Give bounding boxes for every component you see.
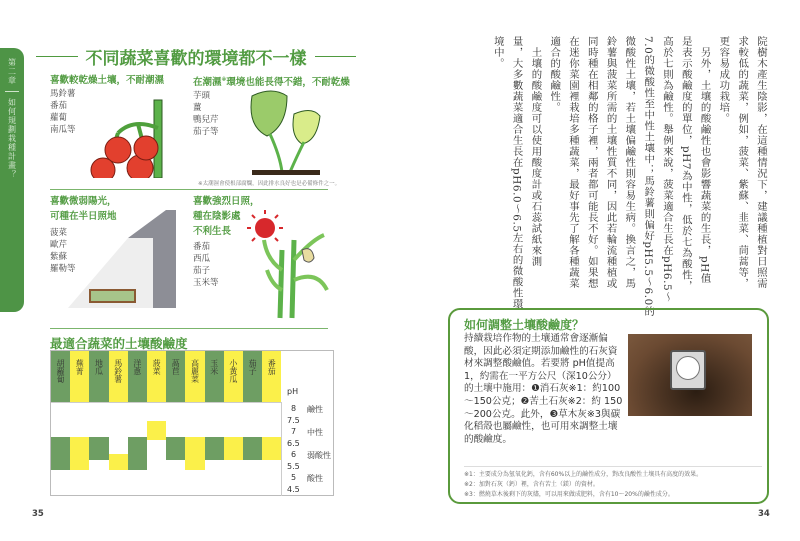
divider — [50, 328, 328, 329]
ph-tick-label: 8 — [291, 404, 297, 413]
list-item: 番茄 — [193, 242, 211, 252]
page-number-right: 34 — [758, 509, 770, 519]
ph-range-bar — [166, 437, 185, 460]
ph-meter-photo — [628, 334, 752, 416]
section-heading: 喜歡微弱陽光， — [50, 196, 117, 207]
list-item: 芋頭 — [193, 91, 211, 102]
list-item: 玉米等 — [193, 278, 219, 288]
column-header: 洋蔥 — [128, 351, 147, 402]
ph-tick-label: 7.5 — [287, 415, 300, 425]
humidity-note: ※太潮濕會使根部腐爛，因此排水良好也是必備條件之一。 — [198, 181, 341, 187]
footnote: ※1：主要成分為氫氧化鈣，含有60%以上的鹼性成分，對改良酸性土壤具有高度的效果。 — [464, 471, 703, 478]
chapter-title: 如何規劃栽種計畫？ — [7, 98, 17, 179]
footnote: ※3：燃燒草木後剩下的灰燼，可以用來做成肥料，含有10～20%的鹼性成分。 — [464, 491, 674, 498]
column-header: 菠菜 — [147, 351, 166, 402]
page-number-left: 35 — [32, 509, 44, 519]
text-column: 鈴薯與菠菜所需的土壤性質不同，因此若輪流種植或 — [604, 36, 617, 289]
page-title-text: 不同蔬菜喜歡的環境都不一樣 — [85, 49, 307, 69]
footnotes — [464, 470, 702, 500]
divider — [464, 466, 762, 467]
column-header: 胡蘿蔔 — [51, 351, 70, 402]
section-heading: 喜歡較乾燥土壤，不耐潮濕 — [50, 75, 165, 86]
ph-chart — [50, 350, 334, 496]
divider — [50, 189, 328, 190]
list-item: 馬鈴薯 — [50, 89, 76, 99]
ph-meter-icon — [670, 350, 706, 390]
ph-range-bar — [109, 454, 128, 471]
text-column: 更容易成功栽培。 — [717, 36, 730, 124]
list-item: 番茄 — [50, 101, 68, 111]
text-column: 量，大多數蔬菜適合生長在pH6.0～6.5左右的微酸性環 — [510, 36, 523, 310]
list-item: 菠菜 — [50, 228, 68, 238]
ph-tick-label: 6.5 — [287, 438, 300, 448]
chapter-label: 第二章 — [7, 58, 17, 85]
ph-range-bar — [147, 421, 166, 441]
ph-range-bar — [224, 437, 243, 460]
ph-tick-label: 5.5 — [287, 461, 300, 471]
column-header: 茄子 — [243, 351, 262, 402]
header-rule — [51, 402, 281, 403]
corn-illustration — [262, 230, 332, 320]
title-rule-left — [36, 56, 78, 57]
list-item: 歐芹 — [50, 240, 68, 250]
list-item: 羅勒等 — [50, 264, 76, 274]
list-item: 蘿蔔 — [50, 113, 68, 123]
ph-range-bar — [51, 437, 70, 470]
list-item: 鴨兒芹 — [193, 115, 219, 126]
footnote: ※2：加對石灰（鈣）裡，含有苦土（鎂）的資材。 — [464, 481, 599, 488]
text-column: 境中。 — [491, 36, 504, 69]
list-item: 南瓜等 — [50, 125, 76, 135]
page-title — [36, 44, 356, 69]
chapter-side-tab — [0, 48, 24, 312]
text-column: 高於七則為鹼性。舉例來說，菠菜適合生長在pH6.5～ — [660, 36, 673, 303]
title-rule-right — [315, 56, 357, 57]
taro-illustration — [242, 86, 332, 178]
section-heading: 喜歡強烈日照， — [193, 196, 260, 207]
text-column: 求較低的蔬菜，例如，菠菜、紫蘇、韭菜、茼蒿等， — [736, 36, 749, 289]
ph-zone-label: 酸性 — [307, 474, 323, 483]
list-item: 茄子 — [193, 266, 211, 276]
heading-part: 環境也能長得不錯，不耐乾燥 — [226, 77, 350, 89]
list-item: 紫蘇 — [50, 252, 68, 262]
text-column: 另外，土壤的酸鹼性也會影響蔬菜的生長，pH值 — [698, 36, 711, 284]
column-header: 玉米 — [205, 351, 224, 402]
column-header: 蕪菁 — [70, 351, 89, 402]
column-header: 萵苣 — [166, 351, 185, 402]
ph-range-bar — [89, 437, 108, 460]
box-title: 如何調整土壤酸鹼度？ — [464, 318, 585, 332]
axis-rule — [281, 402, 282, 496]
column-header: 小黃瓜 — [224, 351, 243, 402]
tomato-illustration — [88, 88, 193, 178]
note-mark: ※ — [221, 77, 227, 83]
column-header: 番茄 — [262, 351, 281, 402]
section-heading: 可種在半日照地 — [50, 211, 117, 222]
text-column: 院樹木產生陰影，在這種情況下，建議種植對日照需 — [754, 36, 767, 289]
ph-tick-label: 5 — [291, 473, 297, 482]
heading-part: 在潮濕 — [193, 77, 222, 89]
ph-range-bar — [185, 437, 204, 470]
section-heading: 種在陰影處 — [193, 211, 241, 222]
text-column: 同時種在相鄰的格子裡，兩者都可能長不好。如果想 — [585, 36, 598, 289]
section-heading: 不利生長 — [193, 226, 232, 237]
text-column: 微酸性土壤，若土壤偏鹼性則容易生病。換言之，馬 — [623, 36, 636, 289]
ph-zone-label: 中性 — [307, 428, 323, 437]
list-item: 茄子等 — [193, 127, 219, 138]
chart-title: 最適合蔬菜的土壤酸鹼度 — [50, 336, 188, 351]
text-column: 適合的酸鹼性。 — [548, 36, 561, 113]
ph-range-bar — [205, 437, 224, 460]
text-column: 7.0的微酸性至中性土壤中；馬鈴薯則偏好pH5.5～6.0的 — [642, 36, 655, 317]
ph-tick-label: 7 — [291, 427, 297, 436]
list-item: 薑 — [193, 103, 202, 114]
column-header: 高麗菜 — [185, 351, 204, 402]
ph-zone-label: 鹼性 — [307, 405, 323, 414]
divider — [5, 91, 19, 92]
ph-range-bar — [262, 437, 281, 460]
text-column: 在迷你菜園裡栽培多種蔬菜，最好事先了解各種蔬菜 — [566, 36, 579, 289]
ph-zone-label: 弱酸性 — [307, 451, 331, 460]
text-column: 是表示酸鹼度的單位，pH7為中性，低於七為酸性， — [679, 36, 692, 292]
list-item: 西瓜 — [193, 254, 211, 264]
box-body: 持續栽培作物的土壤通常會逐漸偏酸，因此必須定期添加鹼性的石灰資材來調整酸鹼值。若要將 pH值提高1，約需在一平方公尺（深10公分）的土壤中施用：❶消石灰※1：約100～150公克；❷苦土石灰※2：約 150～200公克。此外，❸草木灰※3與碳化稻殼也屬鹼性，也可用來調整土壤的酸鹼度。 — [464, 333, 623, 445]
column-header: 地瓜 — [89, 351, 108, 402]
ph-range-bar — [128, 437, 147, 470]
ph-tick-label: 6 — [291, 450, 297, 459]
column-header: 馬鈴薯 — [109, 351, 128, 402]
ph-axis-label: pH — [287, 387, 299, 396]
text-column: 土壤的酸鹼度可以使用酸度計或石蕊試紙來測 — [529, 36, 542, 267]
ph-range-bar — [70, 437, 89, 470]
ph-tick-label: 4.5 — [287, 484, 300, 494]
body-text — [488, 36, 770, 317]
shade-illustration — [68, 208, 178, 313]
ph-range-bar — [243, 437, 262, 460]
